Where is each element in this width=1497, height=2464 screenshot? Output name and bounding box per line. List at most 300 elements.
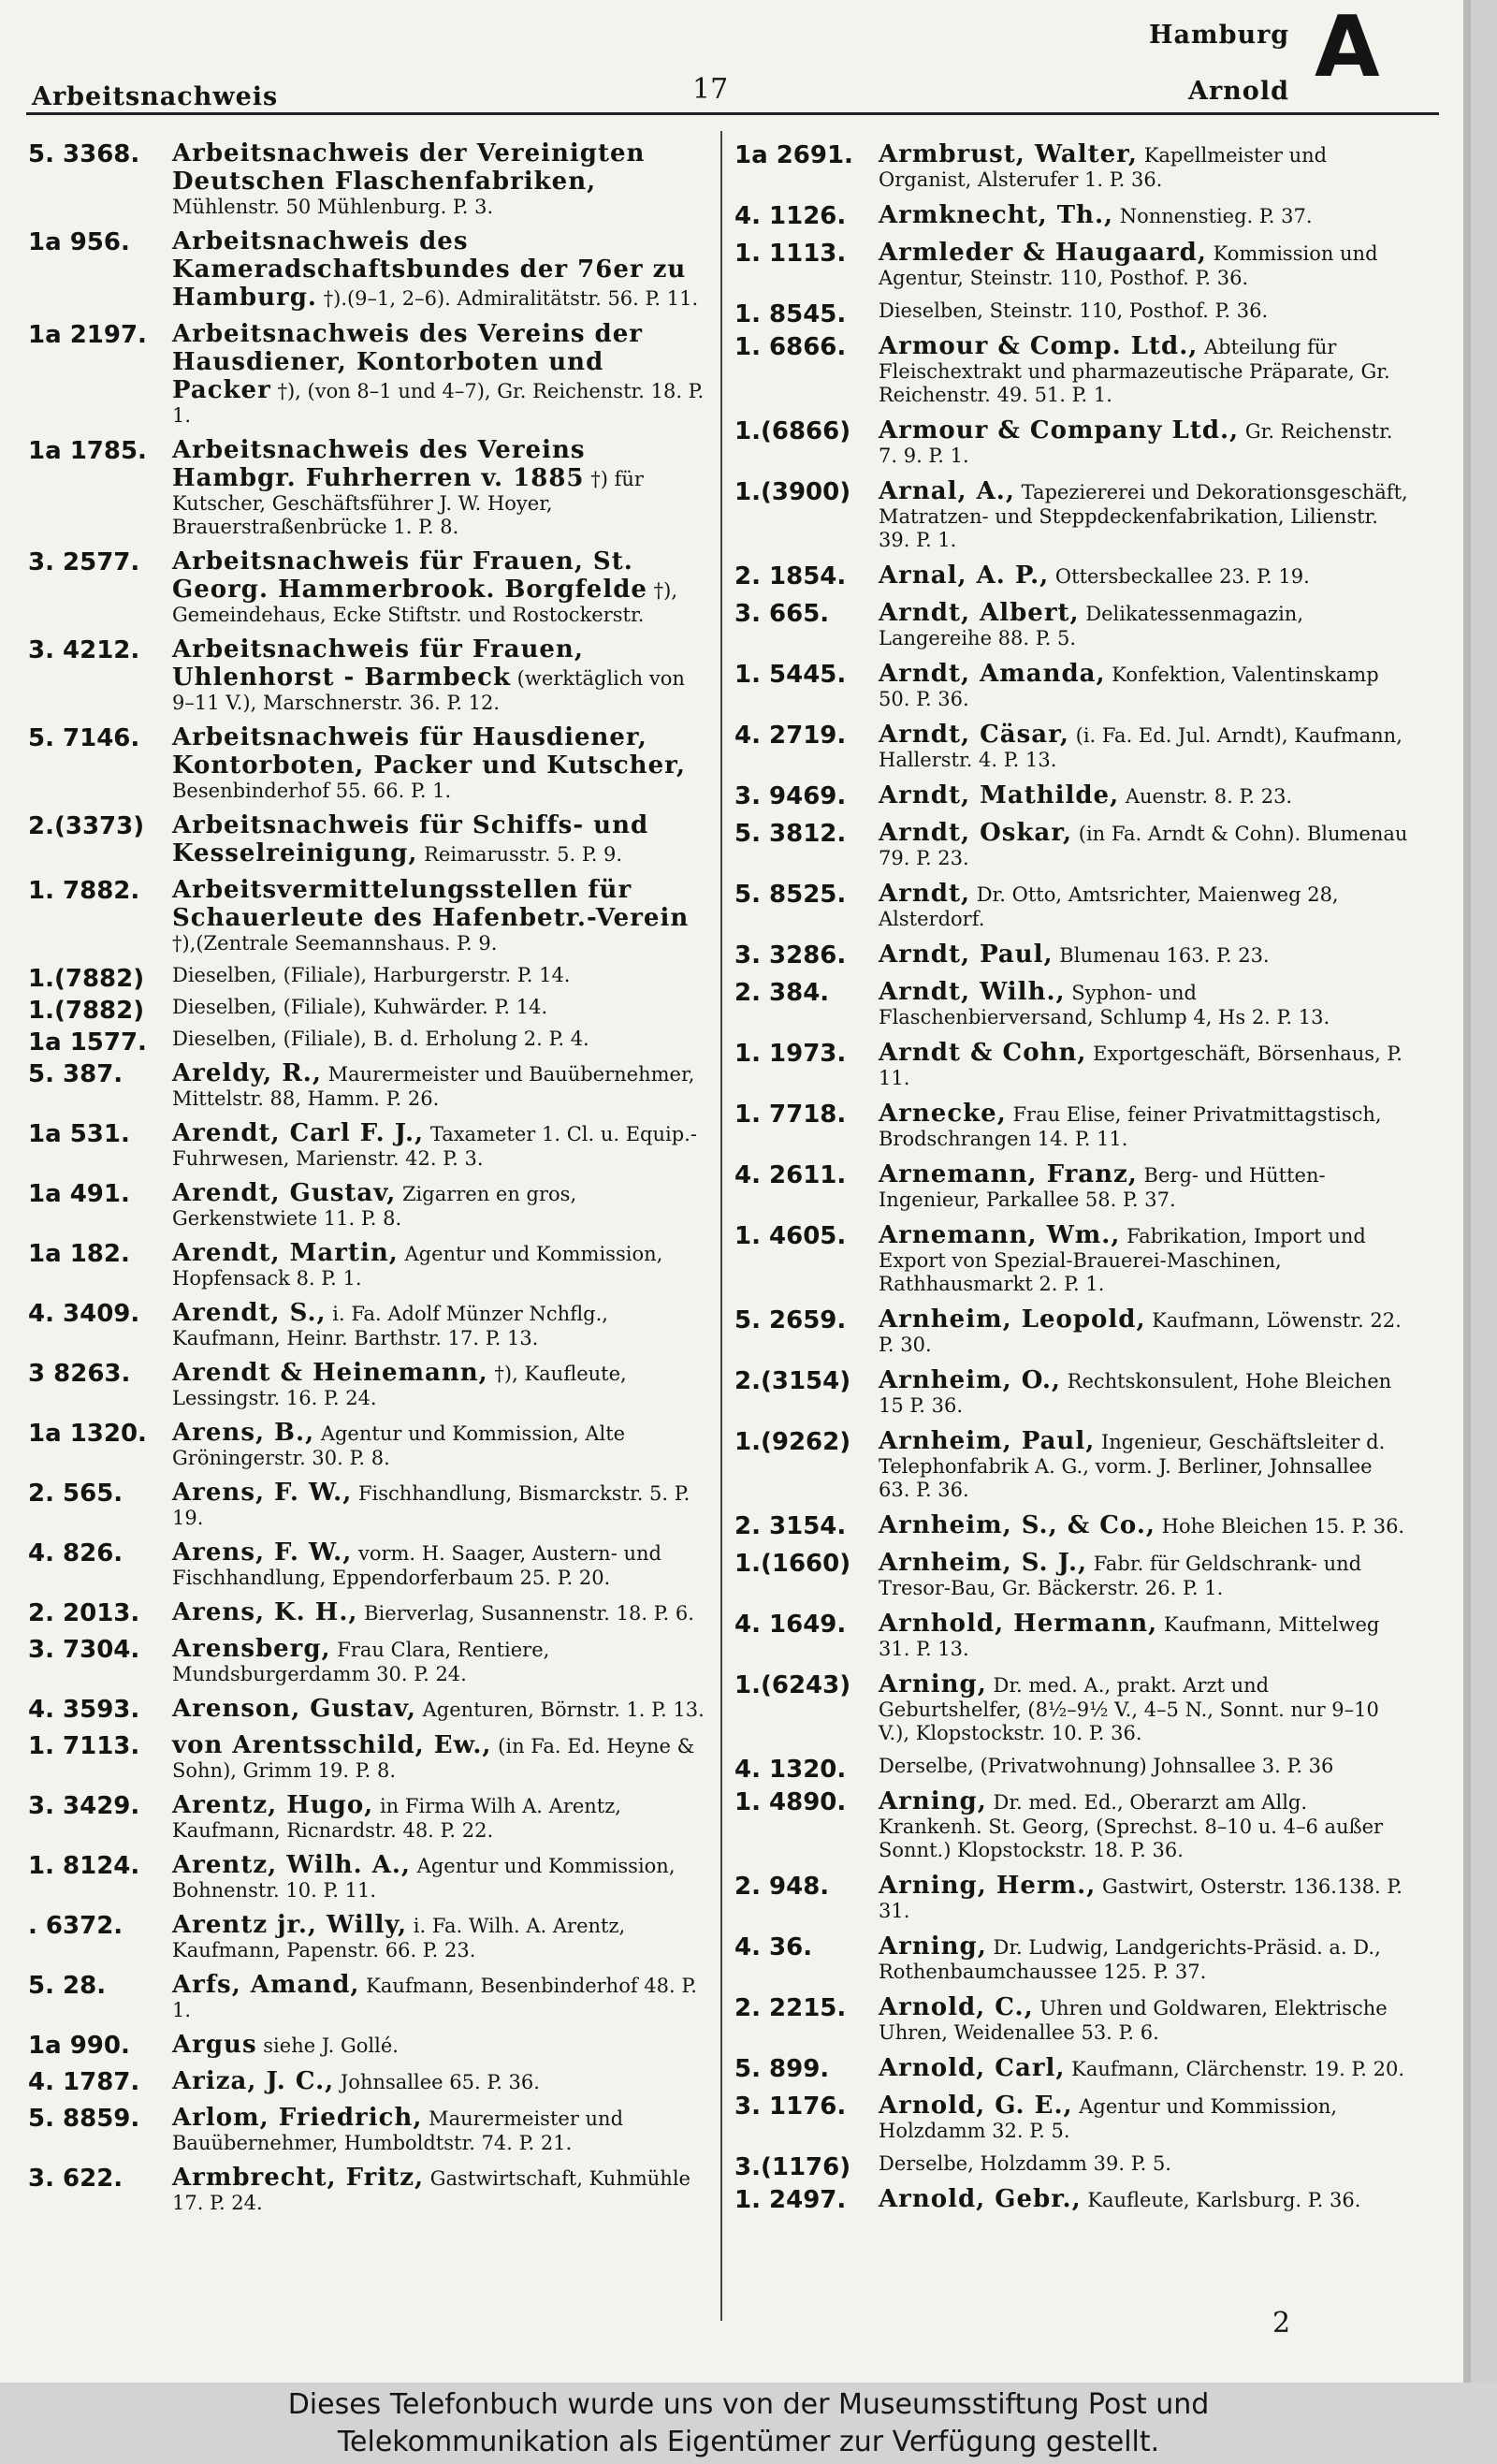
subscriber-details: Reimarusstr. 5. P. 9. (424, 843, 623, 866)
entry-body (879, 2054, 1408, 2082)
phone-number: 5. 387. (28, 1060, 124, 1088)
entry-body (879, 477, 1408, 552)
subscriber-details: Kaufmann, Besenbinderhof 48. P. 1. (172, 1975, 697, 2021)
entry-body (172, 876, 706, 955)
directory-entry (28, 1911, 706, 1962)
subscriber-name: Arnhold, Hermann, (879, 1610, 1158, 1638)
subscriber-name: Arnold, G. E., (879, 2092, 1073, 2120)
entry-body (172, 964, 706, 987)
subscriber-details: vorm. H. Saager, Austern- und Fischhandlung, Eppendorferbaum 25. P. 20. (172, 1542, 661, 1589)
directory-entry (28, 1851, 706, 1903)
subscriber-details: Ingenieur, Geschäftsleiter d. Telephonfabrik A. G., vorm. J. Berliner, Johnsallee 63. P. 36. (879, 1431, 1386, 1501)
subscriber-details: Uhren und Goldwaren, Elektrische Uhren, Weidenallee 53. P. 6. (879, 1997, 1388, 2044)
directory-entry (734, 599, 1408, 650)
directory-entry (28, 1059, 706, 1111)
subscriber-name: Arbeitsnachweis des Vereins Hambgr. Fuhrherren v. 1885 (172, 436, 586, 492)
phone-number: 1.(6866) (734, 417, 851, 445)
subscriber-details: †).(9–1, 2–6). Admiralitätstr. 56. P. 11. (323, 287, 699, 310)
phone-number: 1. 4605. (734, 1222, 847, 1250)
header-rule (26, 112, 1439, 115)
entry-body (172, 723, 706, 803)
entry-body (879, 1221, 1408, 1296)
subscriber-details: i. Fa. Adolf Münzer Nchflg., Kaufmann, Heinr. Barthstr. 17. P. 13. (172, 1303, 608, 1349)
phone-number: 1. 6866. (734, 333, 847, 361)
signature-mark: 2 (1272, 2307, 1291, 2340)
subscriber-details: Zigarren en gros, Gerkenstwiete 11. P. 8. (172, 1183, 577, 1230)
subscriber-details: Frau Clara, Rentiere, Mundsburgerdamm 30. P. 24. (172, 1639, 550, 1685)
caption-line-1: Dieses Telefonbuch wurde uns von der Museumsstiftung Post und (287, 2388, 1210, 2421)
phone-number: 4. 2611. (734, 1161, 847, 1189)
subscriber-details: Abteilung für Fleischextrakt und pharmazeutische Präparate, Gr. Reichenstr. 49. 51. P. 1. (879, 336, 1390, 406)
subscriber-details: †), Kaufleute, Lessingstr. 16. P. 24. (172, 1363, 627, 1409)
page-header (0, 0, 1471, 131)
phone-number: 3. 665. (734, 600, 830, 628)
subscriber-name: von Arentsschild, Ew., (172, 1731, 492, 1759)
directory-entry (28, 1299, 706, 1350)
phone-number: 5. 2659. (734, 1306, 847, 1334)
subscriber-name: Arenson, Gustav, (172, 1695, 416, 1723)
subscriber-name: Arbeitsvermittelungsstellen für Schauerleute des Hafenbetr.-Verein (172, 876, 690, 932)
subscriber-name: Arnold, Gebr., (879, 2185, 1082, 2213)
directory-entry (734, 1610, 1408, 1661)
subscriber-details: †),(Zentrale Seemannshaus. P. 9. (172, 932, 498, 955)
subscriber-name: Arbeitsnachweis für Hausdiener, Kontorboten, Packer und Kutscher, (172, 723, 686, 780)
subscriber-name: Arentz, Hugo, (172, 1791, 374, 1819)
phone-number: 2. 384. (734, 979, 830, 1007)
entry-body (879, 201, 1408, 229)
directory-entry (734, 1993, 1408, 2045)
entry-body (879, 1670, 1408, 1745)
phone-number: 1. 8545. (734, 300, 847, 328)
phone-number: 1.(3900) (734, 478, 851, 506)
directory-entry (734, 978, 1408, 1029)
phone-number: 1a 182. (28, 1240, 130, 1268)
subscriber-name: Arndt, Oskar, (879, 819, 1073, 847)
directory-entry (28, 139, 706, 219)
directory-entry (734, 1160, 1408, 1212)
subscriber-details: Dr. med. Ed., Oberarzt am Allg. Krankenh. St. Georg, (Sprechst. 8–10 u. 4–6 außer Sonnt.) Klopstockstr. 18. P. 36. (879, 1791, 1384, 1861)
entry-body (172, 2164, 706, 2215)
subscriber-details: Kaufmann, Clärchenstr. 19. P. 20. (1071, 2058, 1405, 2080)
subscriber-details: Gastwirtschaft, Kuhmühle 17. P. 24. (172, 2167, 690, 2214)
page-number: 17 (692, 73, 729, 106)
subscriber-name: Arndt, Cäsar, (879, 721, 1069, 749)
entry-body (879, 1511, 1408, 1539)
phone-number: 4. 1649. (734, 1611, 847, 1639)
entry-body (879, 561, 1408, 590)
directory-entry (28, 876, 706, 955)
subscriber-name: Arnheim, S., & Co., (879, 1511, 1155, 1539)
subscriber-details: Kaufmann, Mittelweg 31. P. 13. (879, 1613, 1380, 1660)
subscriber-details: Kaufmann, Löwenstr. 22. P. 30. (879, 1309, 1402, 1356)
subscriber-details: Maurermeister und Bauübernehmer, Mittelstr. 88, Hamm. P. 26. (172, 1063, 695, 1110)
entry-body (172, 1791, 706, 1843)
subscriber-details: Auenstr. 8. P. 23. (1125, 785, 1293, 808)
subscriber-details: Agenturen, Börnstr. 1. P. 13. (422, 1699, 705, 1721)
subscriber-name: Arndt, (879, 880, 971, 908)
subscriber-details: Blumenau 163. P. 23. (1059, 944, 1270, 967)
directory-entry (734, 1511, 1408, 1539)
subscriber-details: Derselbe, Holzdamm 39. P. 5. (879, 2152, 1171, 2175)
directory-entry (734, 2185, 1408, 2213)
subscriber-details: Taxameter 1. Cl. u. Equip.-Fuhrwesen, Marienstr. 42. P. 3. (172, 1123, 697, 1170)
entry-body (172, 1059, 706, 1111)
subscriber-name: Arendt, Carl F. J., (172, 1119, 425, 1147)
directory-entry (734, 140, 1408, 192)
entry-body (879, 1610, 1408, 1661)
directory-entry (28, 1971, 706, 2022)
directory-entry (28, 1419, 706, 1470)
subscriber-name: Arning, (879, 1787, 987, 1815)
subscriber-details: Dieselben, (Filiale), Kuhwärder. P. 14. (172, 996, 548, 1018)
subscriber-details: †), Gemeindehaus, Ecke Stiftstr. und Rostockerstr. (172, 579, 678, 626)
entry-body (879, 1427, 1408, 1502)
entry-body (172, 2031, 706, 2059)
subscriber-name: Arndt, Paul, (879, 940, 1054, 969)
entry-body (172, 1538, 706, 1590)
subscriber-name: Arnemann, Wm., (879, 1221, 1121, 1249)
subscriber-name: Arendt & Heinemann, (172, 1359, 488, 1387)
directory-entry (734, 1427, 1408, 1502)
subscriber-name: Arbeitsnachweis der Vereinigten Deutschen Flaschenfabriken, (172, 139, 646, 196)
subscriber-name: Arnold, Carl, (879, 2054, 1066, 2082)
entry-body (172, 1911, 706, 1962)
subscriber-details: Maurermeister und Bauübernehmer, Humboldtstr. 74. P. 21. (172, 2107, 624, 2154)
directory-entry (28, 723, 706, 803)
phone-number: 1. 2497. (734, 2186, 847, 2214)
phone-number: 3. 3429. (28, 1792, 140, 1820)
subscriber-name: Arnheim, O., (879, 1366, 1061, 1394)
directory-entry (28, 1538, 706, 1590)
subscriber-details: Rechtskonsulent, Hohe Bleichen 15 P. 36. (879, 1370, 1392, 1417)
subscriber-name: Arens, F. W., (172, 1538, 353, 1567)
entry-body (879, 2152, 1408, 2176)
phone-number: 4. 36. (734, 1933, 813, 1961)
subscriber-details: †), (von 8–1 und 4–7), Gr. Reichenstr. 18. P. 1. (172, 380, 705, 427)
directory-entry (28, 2031, 706, 2059)
phone-number: 1a 2197. (28, 321, 147, 349)
directory-entry (734, 1039, 1408, 1090)
phone-number: 2. 2215. (734, 1994, 847, 2022)
entry-body (879, 1549, 1408, 1600)
phone-number: 3. 3286. (734, 941, 847, 970)
left-column (28, 131, 706, 2215)
subscriber-name: Arensberg, (172, 1635, 331, 1663)
phone-number: 1. 1973. (734, 1040, 847, 1068)
subscriber-details: Bierverlag, Susannenstr. 18. P. 6. (364, 1602, 694, 1625)
entry-body (172, 1239, 706, 1290)
subscriber-name: Arning, (879, 1932, 987, 1961)
entry-body (879, 1932, 1408, 1984)
subscriber-details: Dr. Otto, Amtsrichter, Maienweg 28, Alsterdorf. (879, 883, 1339, 930)
phone-number: 4. 2719. (734, 722, 847, 750)
subscriber-name: Arbeitsnachweis für Frauen, St. Georg. Hammerbrook. Borgfelde (172, 547, 647, 604)
directory-entry (734, 1100, 1408, 1151)
entry-body (879, 2092, 1408, 2143)
entry-body (172, 1419, 706, 1470)
phone-number: 3. 4212. (28, 636, 140, 664)
subscriber-details: Delikatessenmagazin, Langereihe 88. P. 5. (879, 603, 1303, 649)
phone-number: 3. 1176. (734, 2092, 847, 2121)
subscriber-name: Arnold, C., (879, 1993, 1034, 2021)
phone-number: 1a 531. (28, 1120, 130, 1148)
directory-entry (28, 1479, 706, 1530)
subscriber-details: Frau Elise, feiner Privatmittagstisch, Brodschrangen 14. P. 11. (879, 1103, 1382, 1150)
phone-number: 2.(3373) (28, 812, 145, 840)
phone-number: 1a 1577. (28, 1028, 147, 1057)
entry-body (172, 1479, 706, 1530)
subscriber-details: (i. Fa. Ed. Jul. Arndt), Kaufmann, Hallerstr. 4. P. 13. (879, 724, 1403, 771)
entry-body (172, 1851, 706, 1903)
entry-body (879, 1039, 1408, 1090)
subscriber-details: Dieselben, (Filiale), B. d. Erholung 2. P. 4. (172, 1028, 589, 1050)
directory-entry (28, 1791, 706, 1843)
entry-body (879, 1366, 1408, 1418)
subscriber-name: Armour & Comp. Ltd., (879, 332, 1199, 360)
subscriber-details: Exportgeschäft, Börsenhaus, P. 11. (879, 1042, 1403, 1089)
directory-entry (28, 1239, 706, 1290)
directory-entry (28, 1179, 706, 1231)
directory-entry (734, 239, 1408, 290)
entry-body (172, 436, 706, 539)
entry-body (879, 1993, 1408, 2045)
ownership-caption (0, 2383, 1497, 2464)
phone-number: 4. 1787. (28, 2068, 140, 2096)
phone-number: 1a 956. (28, 228, 130, 256)
entry-body (879, 332, 1408, 407)
subscriber-name: Arndt & Cohn, (879, 1039, 1087, 1067)
subscriber-details: (in Fa. Arndt & Cohn). Blumenau 79. P. 23. (879, 823, 1408, 869)
phone-number: 1a 1320. (28, 1420, 147, 1448)
entry-body (879, 880, 1408, 931)
phone-number: . 6372. (28, 1912, 124, 1940)
directory-entry (28, 996, 706, 1025)
phone-number: 3 8263. (28, 1360, 131, 1388)
subscriber-name: Arndt, Mathilde, (879, 781, 1120, 809)
subscriber-details: †) für Kutscher, Geschäftsführer J. W. Hoyer, Brauerstraßenbrücke 1. P. 8. (172, 468, 644, 538)
subscriber-name: Armbrecht, Fritz, (172, 2164, 425, 2192)
phone-number: 5. 3812. (734, 820, 847, 848)
subscriber-name: Arning, Herm., (879, 1872, 1097, 1900)
directory-entry (734, 1305, 1408, 1357)
entry-body (879, 599, 1408, 650)
subscriber-name: Arndt, Amanda, (879, 660, 1106, 688)
entry-body (879, 940, 1408, 969)
entry-body (172, 1359, 706, 1410)
directory-entry (28, 2067, 706, 2095)
directory-entry (734, 781, 1408, 809)
directory-entry (734, 416, 1408, 468)
phone-number: 5. 7146. (28, 724, 140, 752)
entry-body (879, 1305, 1408, 1357)
entry-body (879, 299, 1408, 323)
phone-number: 1a 2691. (734, 141, 853, 169)
subscriber-details: Agentur und Kommission, Alte Gröningerstr. 30. P. 8. (172, 1422, 626, 1469)
phone-number: 2. 565. (28, 1480, 124, 1508)
subscriber-name: Arbeitsnachweis des Kameradschaftsbundes der 76er zu Hamburg. (172, 227, 687, 312)
subscriber-details: Berg- und Hütten-Ingenieur, Parkallee 58. P. 37. (879, 1164, 1326, 1211)
directory-entry (734, 561, 1408, 590)
phone-number: 4. 3409. (28, 1300, 140, 1328)
phone-number: 1. 1113. (734, 240, 847, 268)
subscriber-details: Agentur und Kommission, Hopfensack 8. P. 1. (172, 1243, 663, 1290)
directory-entry (28, 2104, 706, 2155)
subscriber-name: Arnemann, Franz, (879, 1160, 1138, 1188)
entry-body (879, 1100, 1408, 1151)
phone-number: 1.(1660) (734, 1550, 851, 1578)
subscriber-details: Besenbinderhof 55. 66. P. 1. (172, 780, 452, 802)
subscriber-name: Armleder & Haugaard, (879, 239, 1207, 267)
phone-number: 3. 9469. (734, 782, 847, 810)
header-section-keyword: Arbeitsnachweis (32, 82, 279, 111)
subscriber-name: Armour & Company Ltd., (879, 416, 1240, 445)
phone-number: 1. 7718. (734, 1101, 847, 1129)
directory-entry (734, 1670, 1408, 1745)
subscriber-details: Fabrikation, Import und Export von Spezial-Brauerei-Maschinen, Rathhausmarkt 2. P. 1. (879, 1225, 1366, 1295)
directory-entry (734, 1549, 1408, 1600)
entry-body (172, 1695, 706, 1723)
subscriber-name: Arbeitsnachweis für Frauen, Uhlenhorst - Barmbeck (172, 635, 584, 692)
entry-body (879, 416, 1408, 468)
phone-number: 3. 622. (28, 2165, 124, 2193)
phone-number: 1. 8124. (28, 1852, 140, 1880)
entry-body (172, 1598, 706, 1626)
phone-number: 1. 5445. (734, 661, 847, 689)
right-column (734, 131, 1408, 2213)
phone-number: 3. 7304. (28, 1636, 140, 1664)
directory-entry (28, 436, 706, 539)
phone-number: 1.(7882) (28, 965, 145, 993)
directory-entry (28, 1028, 706, 1057)
subscriber-name: Arens, F. W., (172, 1479, 353, 1507)
entry-body (879, 978, 1408, 1029)
subscriber-name: Arendt, S., (172, 1299, 327, 1327)
subscriber-details: in Firma Wilh A. Arentz, Kaufmann, Ricnardstr. 48. P. 22. (172, 1795, 621, 1842)
entry-body (172, 1731, 706, 1783)
subscriber-details: Dr. med. A., prakt. Arzt und Geburtshelfer, (8½–9½ V., 4–5 N., Sonnt. nur 9–10 V.), Klopstockstr. 10. P. 36. (879, 1674, 1379, 1744)
phone-number: 4. 826. (28, 1539, 124, 1567)
entry-body (879, 1787, 1408, 1862)
directory-entry (28, 635, 706, 715)
subscriber-details: Dieselben, (Filiale), Harburgerstr. P. 14. (172, 964, 571, 986)
directory-entry (734, 660, 1408, 711)
subscriber-details: Dr. Ludwig, Landgerichts-Präsid. a. D., Rothenbaumchaussee 125. P. 37. (879, 1936, 1381, 1983)
directory-entry (734, 201, 1408, 229)
entry-body (879, 781, 1408, 809)
subscriber-details: Fischhandlung, Bismarckstr. 5. P. 19. (172, 1482, 690, 1529)
subscriber-name: Arnheim, S. J., (879, 1549, 1088, 1577)
entry-body (879, 660, 1408, 711)
header-last-keyword: Arnold (1188, 77, 1289, 106)
subscriber-name: Arndt, Albert, (879, 599, 1080, 627)
entry-body (172, 635, 706, 715)
directory-entry (734, 1932, 1408, 1984)
phone-number: 1a 990. (28, 2032, 130, 2060)
phone-number: 2. 1854. (734, 562, 847, 590)
phone-number: 3.(1176) (734, 2153, 851, 2181)
directory-entry (734, 721, 1408, 772)
subscriber-name: Armknecht, Th., (879, 201, 1114, 229)
subscriber-details: Fabr. für Geldschrank- und Tresor-Bau, Gr. Bäckerstr. 26. P. 1. (879, 1553, 1362, 1599)
subscriber-details: Gr. Reichenstr. 7. 9. P. 1. (879, 420, 1393, 467)
phone-number: 1a 491. (28, 1180, 130, 1208)
subscriber-name: Arndt, Wilh., (879, 978, 1066, 1006)
directory-entry (734, 819, 1408, 870)
phone-number: 1.(7882) (28, 997, 145, 1025)
entry-body (172, 320, 706, 428)
phone-number: 5. 8859. (28, 2105, 140, 2133)
entry-body (172, 811, 706, 868)
directory-entry (28, 320, 706, 428)
directory-entry (28, 547, 706, 627)
subscriber-name: Arnal, A., (879, 477, 1015, 505)
subscriber-details: Konfektion, Valentinskamp 50. P. 36. (879, 663, 1379, 710)
entry-body (879, 819, 1408, 870)
caption-line-2: Telekommunikation als Eigentümer zur Verfügung gestellt. (337, 2426, 1160, 2458)
directory-entry (28, 964, 706, 993)
entry-body (172, 996, 706, 1019)
phone-number: 4. 1126. (734, 202, 847, 230)
entry-body (879, 1755, 1408, 1778)
directory-entry (734, 940, 1408, 969)
phone-number: 2. 2013. (28, 1599, 140, 1627)
subscriber-details: Gastwirt, Osterstr. 136.138. P. 31. (879, 1875, 1403, 1922)
subscriber-name: Arnheim, Paul, (879, 1427, 1096, 1455)
subscriber-name: Arfs, Amand, (172, 1971, 360, 1999)
entry-body (172, 1635, 706, 1686)
entry-body (879, 721, 1408, 772)
phone-number: 1. 7113. (28, 1732, 140, 1760)
phone-number: 1a 1785. (28, 437, 147, 465)
subscriber-details: Hohe Bleichen 15. P. 36. (1161, 1515, 1405, 1538)
subscriber-name: Arnecke, (879, 1100, 1007, 1128)
header-city: Hamburg (1149, 21, 1290, 50)
directory-entry (734, 2054, 1408, 2082)
directory-entry (28, 1359, 706, 1410)
subscriber-details: Syphon- und Flaschenbierversand, Schlump 4, Hs 2. P. 13. (879, 982, 1330, 1028)
directory-entry (734, 299, 1408, 328)
subscriber-details: Derselbe, (Privatwohnung) Johnsallee 3. P. 36 (879, 1755, 1334, 1777)
phone-number: 1.(6243) (734, 1671, 851, 1699)
directory-entry (28, 1731, 706, 1783)
subscriber-details: (werktäglich von 9–11 V.), Marschnerstr. 36. P. 12. (172, 667, 685, 714)
entry-body (172, 1119, 706, 1171)
entry-body (172, 2104, 706, 2155)
directory-entry (28, 1695, 706, 1723)
subscriber-name: Arnheim, Leopold, (879, 1305, 1146, 1334)
entry-body (172, 1179, 706, 1231)
subscriber-details: Dieselben, Steinstr. 110, Posthof. P. 36. (879, 299, 1269, 322)
subscriber-name: Armbrust, Walter, (879, 140, 1138, 168)
directory-entry (28, 1119, 706, 1171)
directory-entry (734, 2152, 1408, 2181)
subscriber-details: Johnsallee 65. P. 36. (340, 2071, 540, 2093)
subscriber-name: Arens, B., (172, 1419, 315, 1447)
subscriber-name: Arendt, Gustav, (172, 1179, 397, 1207)
entry-body (879, 140, 1408, 192)
phone-number: 4. 1320. (734, 1756, 847, 1784)
subscriber-name: Arentz jr., Willy, (172, 1911, 408, 1939)
subscriber-details: Kapellmeister und Organist, Alsterufer 1. P. 36. (879, 144, 1328, 191)
subscriber-details: Tapeziererei und Dekorationsgeschäft, Matratzen- und Steppdeckenfabrikation, Lilienstr. 39. P. 1. (879, 481, 1408, 551)
entry-body (172, 2067, 706, 2095)
entry-body (172, 227, 706, 312)
subscriber-details: (in Fa. Ed. Heyne & Sohn), Grimm 19. P. 8. (172, 1735, 695, 1782)
subscriber-name: Arlom, Friedrich, (172, 2104, 423, 2132)
subscriber-name: Arens, K. H., (172, 1598, 358, 1626)
entry-body (879, 1872, 1408, 1923)
phone-number: 2.(3154) (734, 1367, 851, 1395)
